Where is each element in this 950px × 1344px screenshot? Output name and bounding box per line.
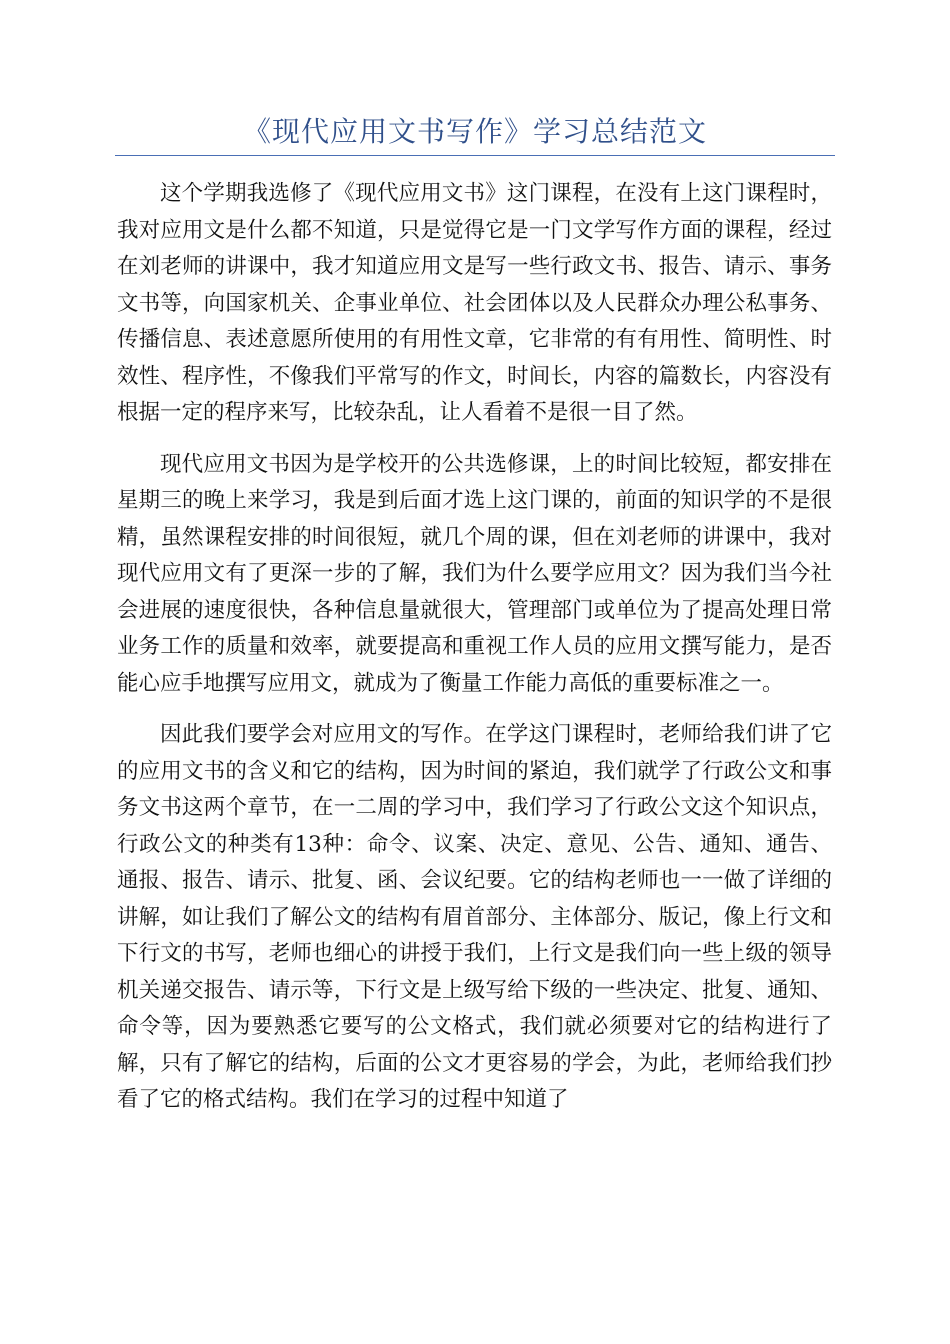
- paragraph-2: 现代应用文书因为是学校开的公共选修课，上的时间比较短，都安排在星期三的晚上来学习，我是到后面才选上这门课的，前面的知识学的不是很精，虽然课程安排的时间很短，就几个周的课，但在刘老师的讲课中，我对现代应用文有了更深一步的了解，我们为什么要学应用文？因为我们当今社会进展的速度很快，各种信息量就很大，管理部门或单位为了提高处理日常业务工作的质量和效率，就要提高和重视工作人员的应用文撰写能力，是否能心应手地撰写应用文，就成为了衡量工作能力高低的重要标准之一。: [117, 451, 832, 696]
- paragraph-1: 这个学期我选修了《现代应用文书》这门课程，在没有上这门课程时，我对应用文是什么都不知道，只是觉得它是一门文学写作方面的课程，经过在刘老师的讲课中，我才知道应用文是写一些行政文书、报告、请示、事务文书等，向国家机关、企事业单位、社会团体以及人民群众办理公私事务、传播信息、表述意愿所使用的有用性文章，它非常的有有用性、简明性、时效性、程序性，不像我们平常写的作文，时间长，内容的篇数长，内容没有根据一定的程序来写，比较杂乱，让人看着不是很一目了然。: [117, 181, 832, 425]
- title-underline: [115, 155, 835, 156]
- paragraph-3: 因此我们要学会对应用文的写作。在学这门课程时，老师给我们讲了它的应用文书的含义和它的结构，因为时间的紧迫，我们就学了行政公文和事务文书这两个章节，在一二周的学习中，我们学习了行政公文这个知识点，行政公文的种类有13种：命令、议案、决定、意见、公告、通知、通告、通报、报告、请示、批复、函、会议纪要。它的结构老师也一一做了详细的讲解，如让我们了解公文的结构有眉首部分、主体部分、版记，像上行文和下行文的书写，老师也细心的讲授于我们，上行文是我们向一些上级的领导机关递交报告、请示等，下行文是上级写给下级的一些决定、批复、通知、命令等，因为要熟悉它要写的公文格式，我们就必须要对它的结构进行了解，只有了解它的结构，后面的公文才更容易的学会，为此，老师给我们抄看了它的格式结构。我们在学习的过程中知道了: [117, 722, 832, 1112]
- document-body: [117, 176, 832, 1134]
- page-title: 《现代应用文书写作》学习总结范文: [242, 115, 707, 148]
